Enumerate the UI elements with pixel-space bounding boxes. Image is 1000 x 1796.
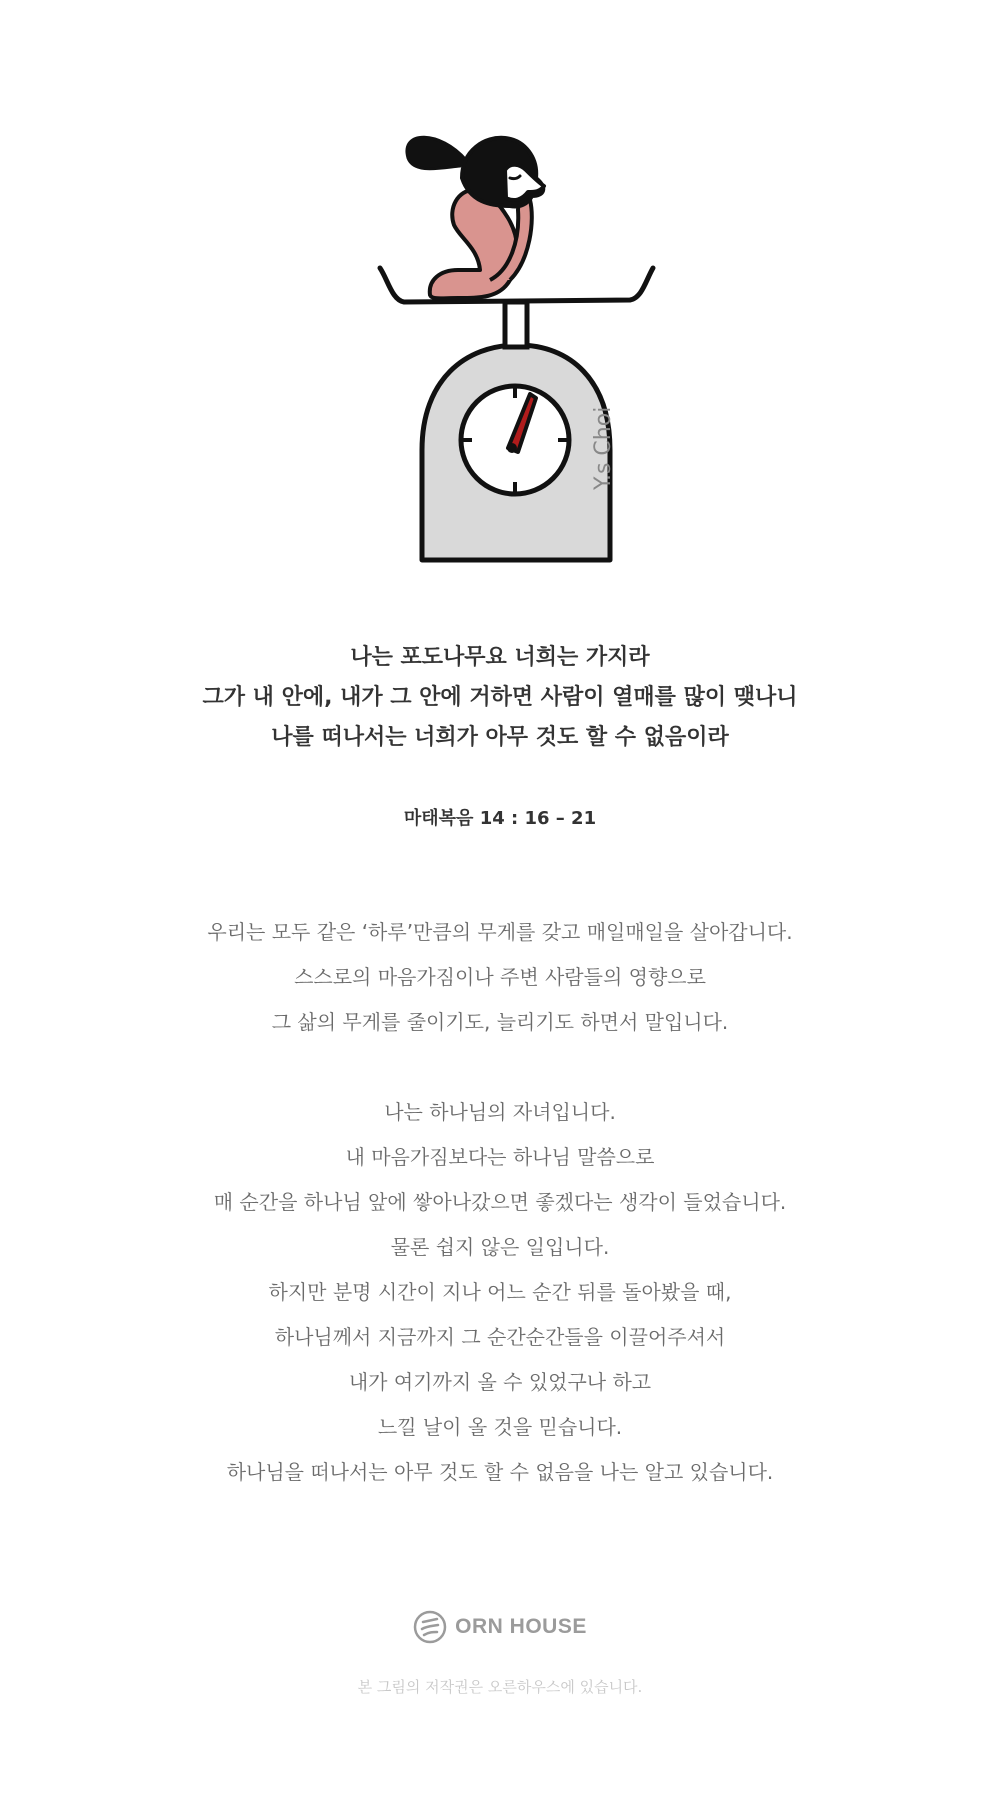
paragraph-line: 그 삶의 무게를 줄이기도, 늘리기도 하면서 말입니다. (271, 1010, 729, 1034)
brand-logo (0, 1610, 1000, 1644)
orn-house-logo-icon (413, 1610, 447, 1644)
reflection-paragraph-2 (0, 1090, 1000, 1495)
artist-signature: Y.s Choi (591, 406, 616, 490)
woman-on-scale-illustration (370, 130, 660, 570)
scripture-verse (0, 638, 1000, 758)
copyright-notice: 본 그림의 저작권은 오른하우스에 있습니다. (357, 1678, 643, 1696)
paragraph-line: 느낄 날이 올 것을 믿습니다. (377, 1415, 623, 1439)
verse-line-2: 그가 내 안에, 내가 그 안에 거하면 사람이 열매를 많이 맺나니 (202, 685, 798, 710)
brand-name: ORN HOUSE (455, 1615, 587, 1638)
paragraph-line: 우리는 모두 같은 ‘하루’만큼의 무게를 갖고 매일매일을 살아갑니다. (207, 920, 793, 944)
paragraph-line: 내가 여기까지 올 수 있었구나 하고 (348, 1370, 652, 1394)
paragraph-line: 스스로의 마음가짐이나 주변 사람들의 영향으로 (294, 965, 706, 989)
paragraph-line: 내 마음가짐보다는 하나님 말씀으로 (345, 1145, 655, 1169)
paragraph-line: 하지만 분명 시간이 지나 어느 순간 뒤를 돌아봤을 때, (268, 1280, 732, 1304)
verse-reference: 마태복음 14 : 16 – 21 (403, 808, 597, 829)
paragraph-line: 나는 하나님의 자녀입니다. (384, 1100, 616, 1124)
verse-line-3: 나를 떠나서는 너희가 아무 것도 할 수 없음이라 (271, 725, 729, 750)
paragraph-line: 하나님께서 지금까지 그 순간순간들을 이끌어주셔서 (274, 1325, 726, 1349)
paragraph-line: 매 순간을 하나님 앞에 쌓아나갔으면 좋겠다는 생각이 들었습니다. (213, 1190, 787, 1214)
paragraph-line: 하나님을 떠나서는 아무 것도 할 수 없음을 나는 알고 있습니다. (226, 1460, 774, 1484)
reflection-paragraph-1 (0, 910, 1000, 1045)
verse-line-1: 나는 포도나무요 너희는 가지라 (350, 645, 650, 670)
paragraph-line: 물론 쉽지 않은 일입니다. (390, 1235, 610, 1259)
